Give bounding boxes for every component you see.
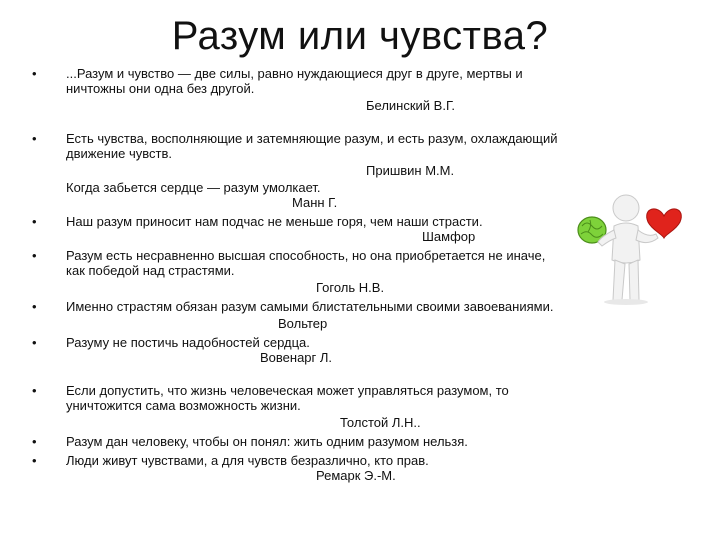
slide-title: Разум или чувства? — [171, 14, 549, 58]
list-item — [32, 453, 560, 483]
heart-icon — [647, 209, 682, 238]
bullet: • — [32, 248, 37, 263]
quote-author: Вольтер — [278, 316, 328, 331]
list-item — [32, 131, 560, 210]
bullet: • — [32, 299, 37, 314]
quote-author: Толстой Л.Н.. — [340, 415, 421, 430]
quote-text: Люди живут чувствами, а для чувств безразлично, кто прав. — [66, 453, 429, 468]
list-item — [32, 434, 560, 449]
quote-author: Гоголь Н.В. — [316, 280, 385, 295]
bullet: • — [32, 66, 37, 81]
shadow — [604, 299, 648, 305]
bullet: • — [32, 453, 37, 468]
quote-text: Есть чувства, восполняющие и затемняющие разум, и есть разум, охлаждающий движение чувств. — [66, 131, 558, 161]
quote-text: Разум есть несравненно высшая способность, но она приобретается не иначе, как победой над страстями. — [66, 248, 546, 278]
bullet: • — [32, 335, 37, 350]
bullet: • — [32, 214, 37, 229]
quote-author: Белинский В.Г. — [366, 98, 456, 113]
quote-text: Разум дан человеку, чтобы он понял: жить одним разумом нельзя. — [66, 434, 468, 449]
quote-text: Если допустить, что жизнь человеческая может управляться разумом, то уничтожится сама возможность жизни. — [66, 383, 509, 413]
quote-author: Шамфор — [422, 229, 476, 244]
quote-author: Ремарк Э.-М. — [316, 468, 396, 483]
quote-text: Именно страстям обязан разум самыми блистательными своими завоеваниями. — [66, 299, 554, 314]
list-item — [32, 214, 560, 244]
person-holding-brain-and-heart-icon — [568, 182, 688, 307]
bullet: • — [32, 131, 37, 146]
quote-text-extra: Когда забьется сердце — разум умолкает. — [66, 180, 321, 195]
list-item — [32, 383, 560, 430]
list-item — [32, 248, 560, 295]
list-item — [32, 66, 560, 113]
quote-author: Вовенарг Л. — [260, 350, 333, 365]
bullet: • — [32, 383, 37, 398]
quote-text: ...Разум и чувство — две силы, равно нуждающиеся друг в друге, мертвы и ничтожны они одна без другой. — [66, 66, 523, 96]
quote-text: Наш разум приносит нам подчас не меньше горя, чем наши страсти. — [66, 214, 483, 229]
bullet: • — [32, 434, 37, 449]
quotes-list — [32, 66, 560, 483]
list-item — [32, 299, 560, 331]
list-item — [32, 335, 560, 365]
quote-author: Пришвин М.М. — [366, 163, 455, 178]
quote-author-extra: Манн Г. — [292, 195, 338, 210]
quote-text: Разуму не постичь надобностей сердца. — [66, 335, 310, 350]
